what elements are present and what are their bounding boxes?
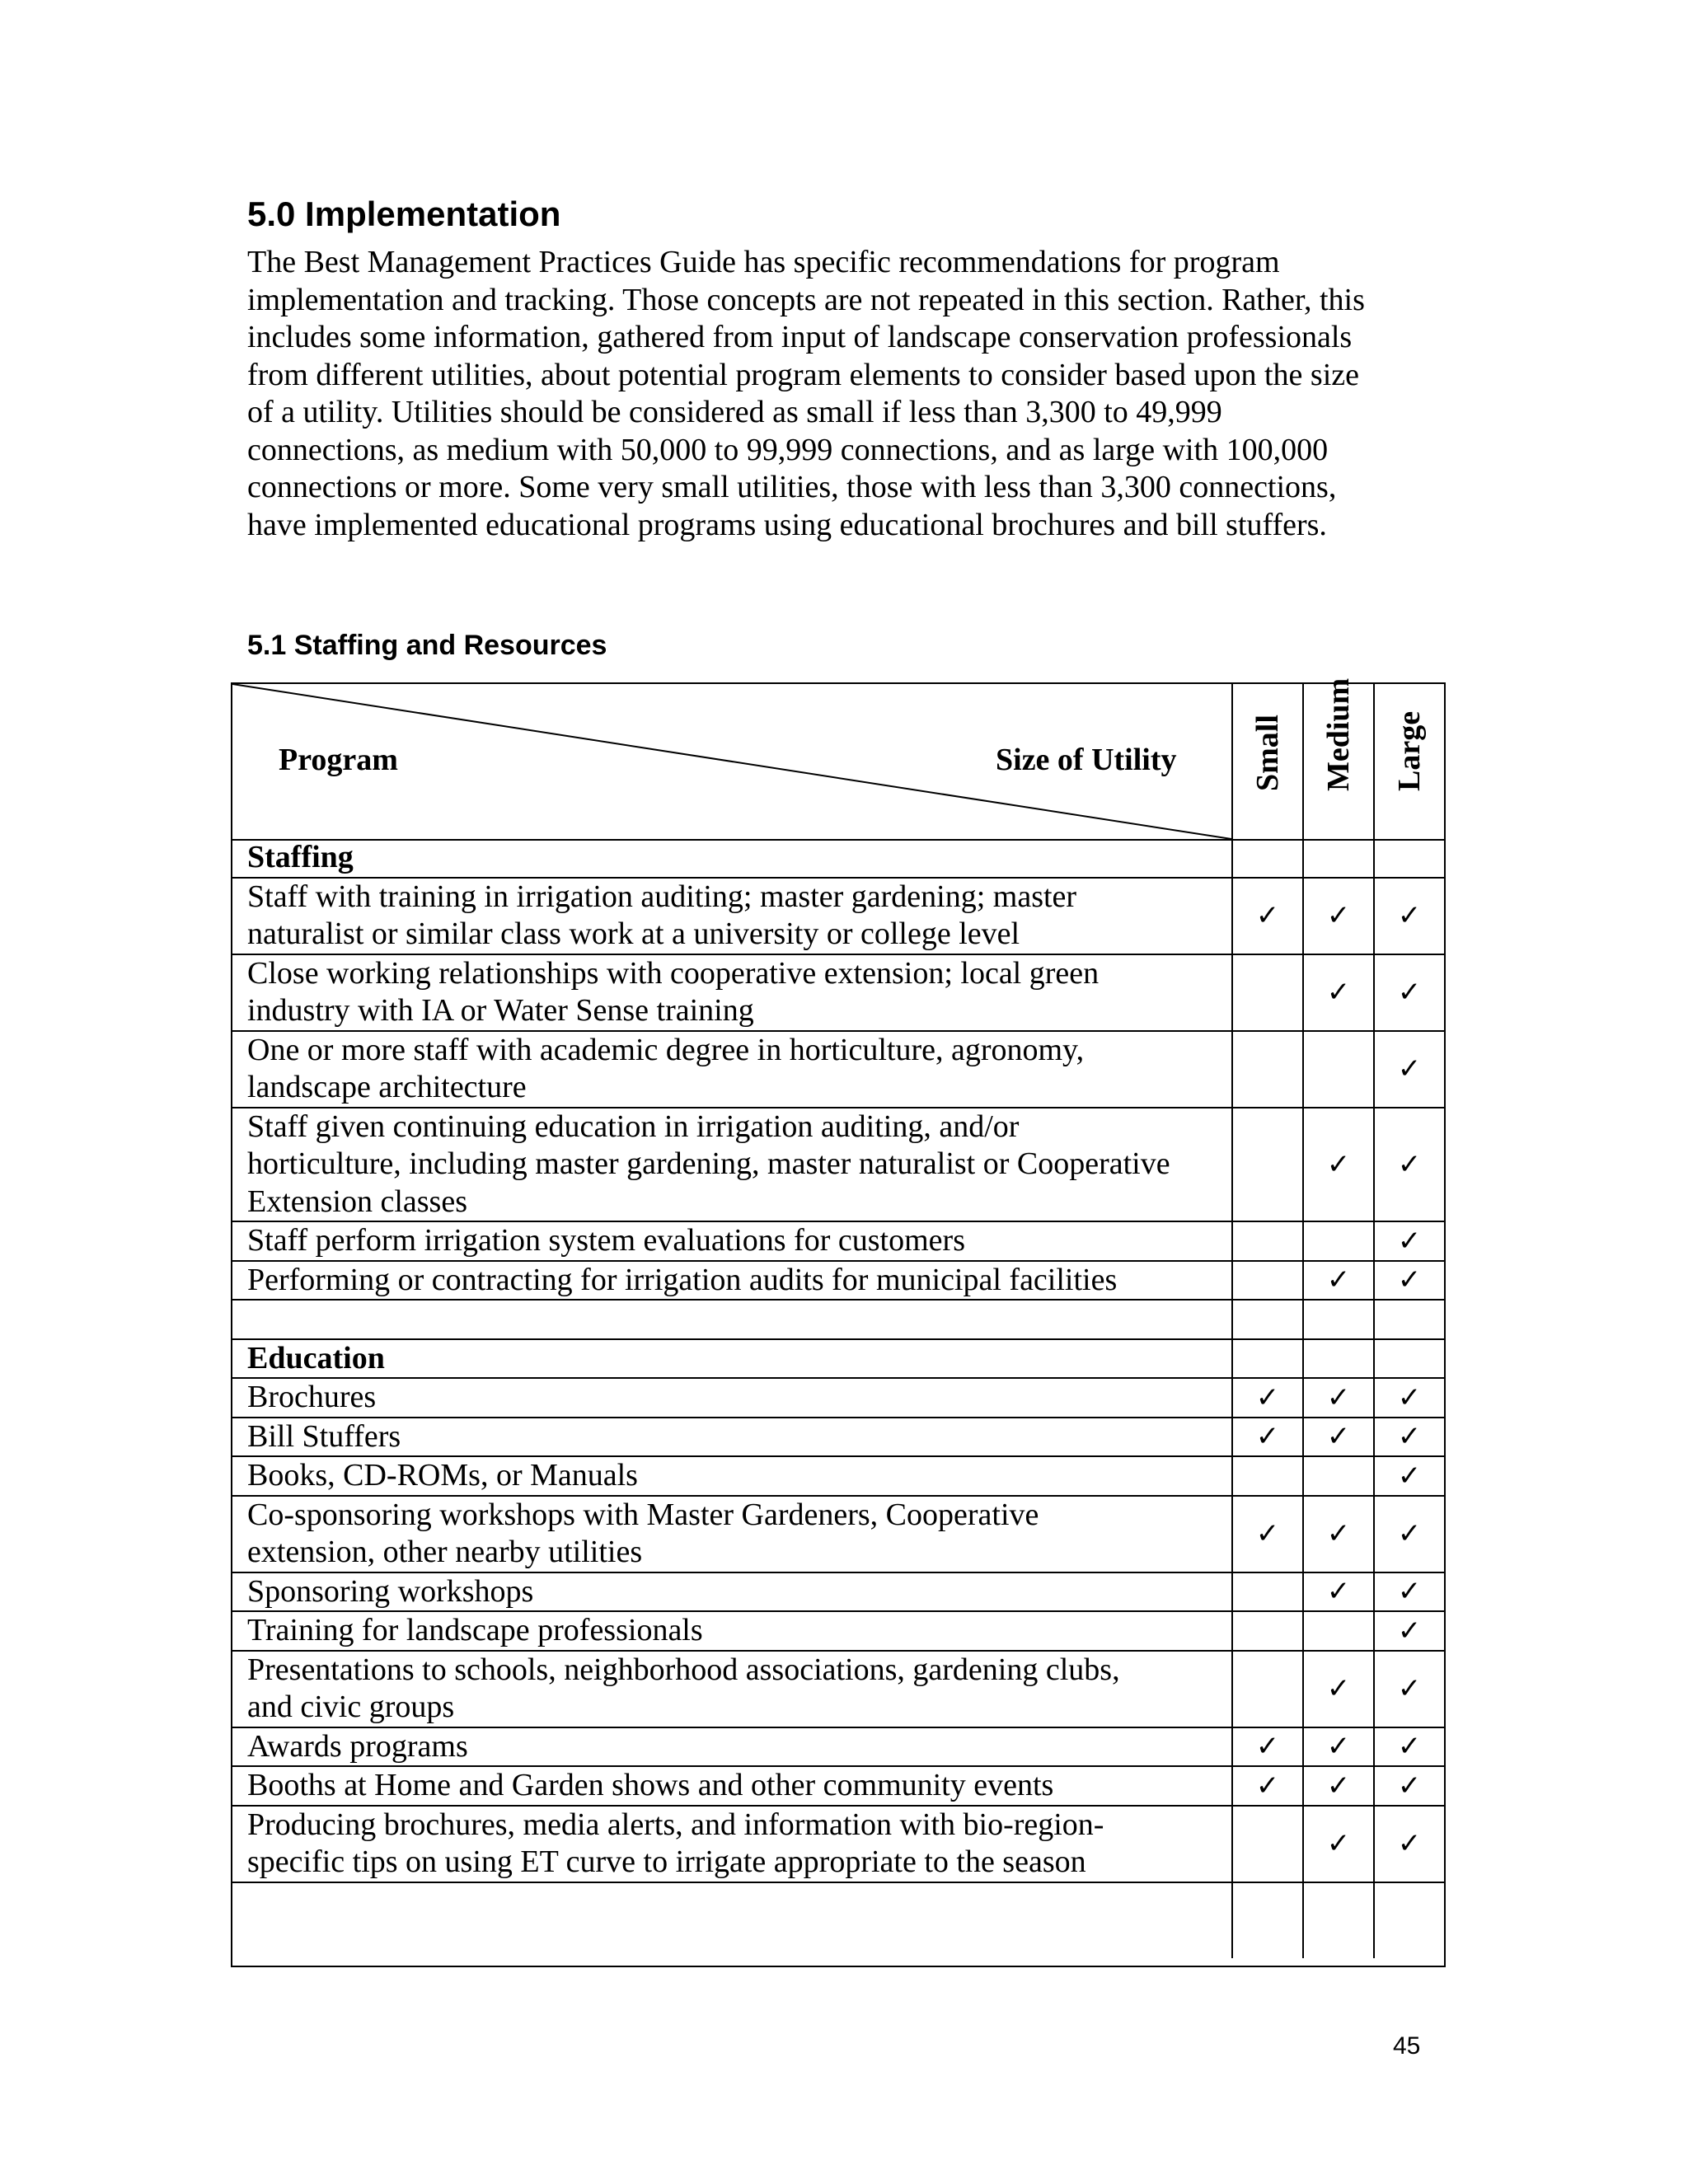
check-cell-medium xyxy=(1302,955,1373,1030)
program-text-line: horticulture, including master gardening, master naturalist or Cooperative xyxy=(247,1146,1170,1181)
checkmark-icon: ✓ xyxy=(1255,1730,1280,1764)
program-text-line: industry with IA or Water Sense training xyxy=(247,993,754,1028)
checkmark-icon: ✓ xyxy=(1397,1420,1422,1454)
check-cell-small xyxy=(1231,879,1302,954)
paragraph-line: of a utility. Utilities should be considered as small if less than 3,300 to 49,999 xyxy=(247,395,1222,429)
table-row xyxy=(232,1573,1444,1613)
checkmark-icon: ✓ xyxy=(1397,1672,1422,1705)
check-cell-small xyxy=(1231,1652,1302,1727)
table-row xyxy=(232,1807,1444,1883)
section-heading: 5.0 Implementation xyxy=(247,194,561,233)
program-cell xyxy=(232,1652,1231,1727)
paragraph-line: connections or more. Some very small utilities, those with less than 3,300 connections, xyxy=(247,470,1337,504)
check-cell-small xyxy=(1231,1728,1302,1766)
header-program-label: Program xyxy=(279,743,398,777)
program-text-line: landscape architecture xyxy=(247,1070,527,1104)
paragraph-line: includes some information, gathered from input of landscape conservation professionals xyxy=(247,320,1353,354)
program-text-line: Sponsoring workshops xyxy=(247,1573,534,1609)
program-text-line xyxy=(247,1301,1231,1338)
check-cell-small xyxy=(1231,1262,1302,1300)
check-cell-large xyxy=(1373,1340,1444,1378)
check-cell-small xyxy=(1231,1032,1302,1107)
check-cell-small xyxy=(1231,1222,1302,1260)
check-cell-large xyxy=(1373,1807,1444,1882)
paragraph-line: implementation and tracking. Those concepts are not repeated in this section. Rather, this xyxy=(247,282,1365,317)
check-cell-large xyxy=(1373,1108,1444,1221)
program-cell xyxy=(232,955,1231,1030)
table-row xyxy=(232,1883,1444,1958)
program-cell xyxy=(232,1767,1231,1805)
checkmark-icon: ✓ xyxy=(1397,976,1422,1009)
checkmark-icon: ✓ xyxy=(1397,1575,1422,1609)
intro-paragraph xyxy=(247,244,1451,544)
paragraph-line: connections, as medium with 50,000 to 99,999 connections, and as large with 100,000 xyxy=(247,432,1329,467)
table-row xyxy=(232,1108,1444,1223)
checkmark-icon: ✓ xyxy=(1397,1769,1422,1802)
check-cell-medium xyxy=(1302,839,1373,877)
checkmark-icon: ✓ xyxy=(1397,1827,1422,1860)
program-cell xyxy=(232,1457,1231,1495)
program-cell xyxy=(232,1108,1231,1221)
program-cell xyxy=(232,1807,1231,1882)
table-header xyxy=(232,677,1444,841)
program-text-line: extension, other nearby utilities xyxy=(247,1535,643,1569)
checkmark-icon: ✓ xyxy=(1326,1420,1351,1454)
program-cell xyxy=(232,1418,1231,1456)
program-text-line: Staff with training in irrigation auditing; master gardening; master xyxy=(247,879,1077,914)
check-cell-large xyxy=(1373,839,1444,877)
check-cell-medium xyxy=(1302,1418,1373,1456)
check-cell-small xyxy=(1231,1612,1302,1650)
table-body xyxy=(232,839,1444,1958)
program-text-line: Performing or contracting for irrigation audits for municipal facilities xyxy=(247,1262,1118,1297)
check-cell-large xyxy=(1373,1728,1444,1766)
check-cell-small xyxy=(1231,955,1302,1030)
check-cell-large xyxy=(1373,1418,1444,1456)
program-text-line: specific tips on using ET curve to irrigate appropriate to the season xyxy=(247,1844,1086,1879)
check-cell-small xyxy=(1231,1301,1302,1338)
program-cell xyxy=(232,1032,1231,1107)
program-text-line xyxy=(247,1883,1231,1921)
program-text-line: Books, CD-ROMs, or Manuals xyxy=(247,1458,638,1493)
header-col-small xyxy=(1231,684,1302,841)
paragraph-line: have implemented educational programs using educational brochures and bill stuffers. xyxy=(247,507,1327,542)
checkmark-icon: ✓ xyxy=(1326,1575,1351,1609)
check-cell-medium xyxy=(1302,879,1373,954)
subsection-heading: 5.1 Staffing and Resources xyxy=(247,630,607,661)
checkmark-icon: ✓ xyxy=(1326,1147,1351,1181)
table-row xyxy=(232,839,1444,879)
check-cell-medium xyxy=(1302,1032,1373,1107)
staffing-resources-table xyxy=(231,677,1446,1967)
program-cell xyxy=(232,1728,1231,1766)
checkmark-icon: ✓ xyxy=(1326,976,1351,1009)
checkmark-icon: ✓ xyxy=(1397,1459,1422,1493)
check-cell-large xyxy=(1373,1573,1444,1611)
program-text-line: naturalist or similar class work at a university or college level xyxy=(247,916,1020,951)
check-cell-large xyxy=(1373,1379,1444,1417)
checkmark-icon: ✓ xyxy=(1326,1769,1351,1802)
program-cell xyxy=(232,1222,1231,1260)
check-cell-small xyxy=(1231,1883,1302,1958)
program-text-line: Presentations to schools, neighborhood associations, gardening clubs, xyxy=(247,1652,1120,1687)
check-cell-medium xyxy=(1302,1767,1373,1805)
check-cell-small xyxy=(1231,1573,1302,1611)
table-row xyxy=(232,955,1444,1032)
header-size-label: Size of Utility xyxy=(996,743,1177,777)
program-text-line: Education xyxy=(247,1340,385,1376)
checkmark-icon: ✓ xyxy=(1255,1769,1280,1802)
program-text-line: Awards programs xyxy=(247,1728,468,1764)
column-label-large: Large xyxy=(1392,710,1427,791)
program-text-line: Extension classes xyxy=(247,1183,468,1219)
checkmark-icon: ✓ xyxy=(1326,1517,1351,1550)
table-row xyxy=(232,879,1444,955)
check-cell-small xyxy=(1231,1807,1302,1882)
checkmark-icon: ✓ xyxy=(1326,1730,1351,1764)
check-cell-medium xyxy=(1302,1807,1373,1882)
check-cell-large xyxy=(1373,1457,1444,1495)
check-cell-small xyxy=(1231,1418,1302,1456)
category-heading-cell xyxy=(232,1340,1231,1378)
check-cell-small xyxy=(1231,839,1302,877)
check-cell-large xyxy=(1373,879,1444,954)
checkmark-icon: ✓ xyxy=(1326,1380,1351,1414)
table-row xyxy=(232,1767,1444,1807)
page-number: 45 xyxy=(1393,2032,1421,2060)
program-cell xyxy=(232,1612,1231,1650)
check-cell-medium xyxy=(1302,1301,1373,1338)
program-cell xyxy=(232,1883,1231,1958)
program-cell xyxy=(232,1497,1231,1572)
check-cell-large xyxy=(1373,1497,1444,1572)
check-cell-medium xyxy=(1302,1652,1373,1727)
checkmark-icon: ✓ xyxy=(1397,1614,1422,1647)
header-col-large xyxy=(1373,684,1444,841)
program-text-line: Staff perform irrigation system evaluations for customers xyxy=(247,1223,965,1258)
check-cell-medium xyxy=(1302,1379,1373,1417)
program-text-line: Producing brochures, media alerts, and information with bio-region- xyxy=(247,1807,1104,1842)
program-text-line: Staffing xyxy=(247,840,354,874)
table-row xyxy=(232,1032,1444,1108)
table-row xyxy=(232,1457,1444,1497)
check-cell-large xyxy=(1373,1652,1444,1727)
program-cell xyxy=(232,1573,1231,1611)
check-cell-large xyxy=(1373,1222,1444,1260)
program-text-line: Brochures xyxy=(247,1380,377,1414)
paragraph-line: The Best Management Practices Guide has specific recommendations for program xyxy=(247,245,1280,279)
category-heading-cell xyxy=(232,839,1231,877)
check-cell-small xyxy=(1231,1379,1302,1417)
check-cell-large xyxy=(1373,1612,1444,1650)
program-text-line: Training for landscape professionals xyxy=(247,1613,703,1647)
table-row xyxy=(232,1262,1444,1301)
checkmark-icon: ✓ xyxy=(1255,899,1280,932)
program-cell xyxy=(232,879,1231,954)
program-cell xyxy=(232,1262,1231,1300)
check-cell-medium xyxy=(1302,1340,1373,1378)
checkmark-icon: ✓ xyxy=(1397,1147,1422,1181)
table-row xyxy=(232,1222,1444,1262)
table-row xyxy=(232,1418,1444,1458)
program-cell xyxy=(232,1379,1231,1417)
checkmark-icon: ✓ xyxy=(1397,1517,1422,1550)
check-cell-medium xyxy=(1302,1883,1373,1958)
checkmark-icon: ✓ xyxy=(1397,1224,1422,1258)
check-cell-small xyxy=(1231,1497,1302,1572)
checkmark-icon: ✓ xyxy=(1255,1420,1280,1454)
checkmark-icon: ✓ xyxy=(1397,1263,1422,1297)
program-text-line: Close working relationships with cooperative extension; local green xyxy=(247,955,1100,991)
column-label-medium: Medium xyxy=(1321,677,1356,791)
program-text-line: and civic groups xyxy=(247,1690,455,1724)
check-cell-large xyxy=(1373,1301,1444,1338)
checkmark-icon: ✓ xyxy=(1397,899,1422,932)
table-row xyxy=(232,1728,1444,1768)
program-text-line: Staff given continuing education in irrigation auditing, and/or xyxy=(247,1108,1020,1144)
check-cell-small xyxy=(1231,1457,1302,1495)
check-cell-medium xyxy=(1302,1497,1373,1572)
header-col-medium xyxy=(1302,677,1373,841)
program-cell xyxy=(232,1301,1231,1338)
paragraph-line: from different utilities, about potential program elements to consider based upon the size xyxy=(247,357,1359,392)
check-cell-medium xyxy=(1302,1108,1373,1221)
check-cell-small xyxy=(1231,1340,1302,1378)
program-text-line: Booths at Home and Garden shows and other community events xyxy=(247,1768,1054,1802)
check-cell-medium xyxy=(1302,1222,1373,1260)
table-row xyxy=(232,1301,1444,1340)
check-cell-medium xyxy=(1302,1573,1373,1611)
check-cell-medium xyxy=(1302,1262,1373,1300)
program-text-line: Bill Stuffers xyxy=(247,1418,401,1454)
checkmark-icon: ✓ xyxy=(1326,1672,1351,1705)
program-text-line: One or more staff with academic degree in horticulture, agronomy, xyxy=(247,1032,1085,1067)
check-cell-large xyxy=(1373,1883,1444,1958)
checkmark-icon: ✓ xyxy=(1326,1263,1351,1297)
check-cell-small xyxy=(1231,1108,1302,1221)
column-label-small: Small xyxy=(1250,715,1285,791)
table-row xyxy=(232,1340,1444,1380)
table-row xyxy=(232,1612,1444,1652)
table-row xyxy=(232,1497,1444,1573)
check-cell-large xyxy=(1373,955,1444,1030)
check-cell-large xyxy=(1373,1767,1444,1805)
check-cell-medium xyxy=(1302,1457,1373,1495)
checkmark-icon: ✓ xyxy=(1326,899,1351,932)
check-cell-medium xyxy=(1302,1728,1373,1766)
checkmark-icon: ✓ xyxy=(1397,1052,1422,1085)
table-row xyxy=(232,1652,1444,1728)
program-text-line xyxy=(247,1920,1231,1958)
check-cell-small xyxy=(1231,1767,1302,1805)
checkmark-icon: ✓ xyxy=(1397,1730,1422,1764)
check-cell-medium xyxy=(1302,1612,1373,1650)
program-text-line: Co-sponsoring workshops with Master Gardeners, Cooperative xyxy=(247,1497,1039,1532)
checkmark-icon: ✓ xyxy=(1255,1380,1280,1414)
checkmark-icon: ✓ xyxy=(1397,1380,1422,1414)
check-cell-large xyxy=(1373,1262,1444,1300)
checkmark-icon: ✓ xyxy=(1255,1517,1280,1550)
table-row xyxy=(232,1379,1444,1418)
check-cell-large xyxy=(1373,1032,1444,1107)
checkmark-icon: ✓ xyxy=(1326,1827,1351,1860)
